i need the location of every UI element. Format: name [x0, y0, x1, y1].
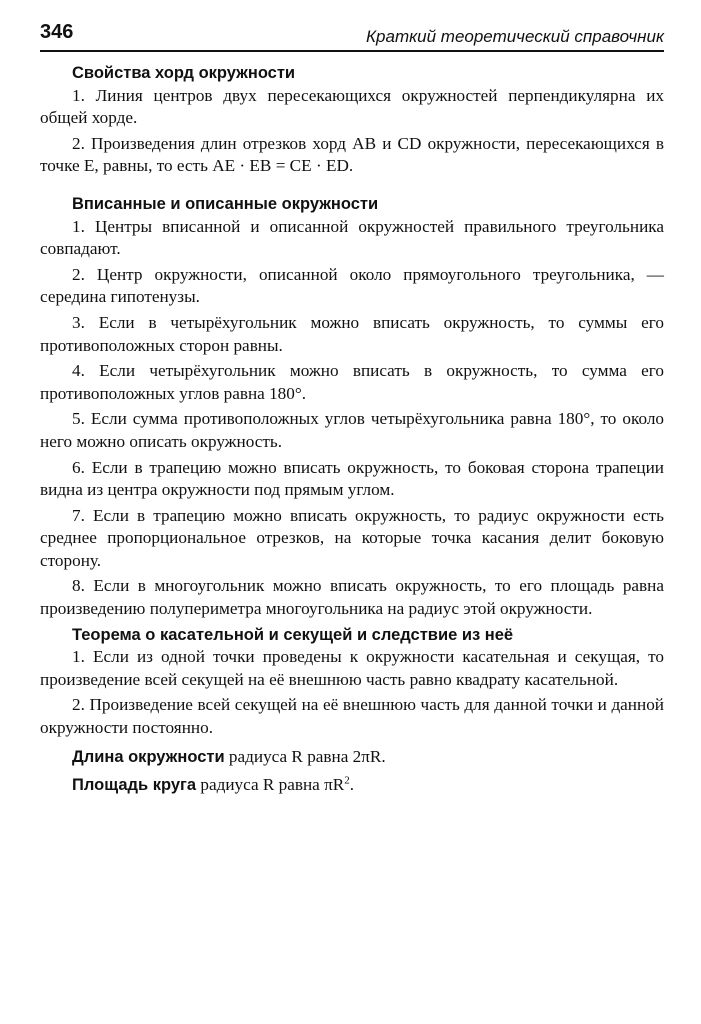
section-title-inscribed: Вписанные и описанные окружности — [72, 194, 379, 213]
paragraph: 5. Если сумма противоположных углов четырёхугольника равна 180°, то около него можно описать окружность. — [40, 409, 664, 451]
paragraph: 2. Произведения длин отрезков хорд AB и CD окружности, пересекающихся в точке E, равны, то есть AE · EB = CE · ED. — [40, 133, 664, 176]
paragraph: 3. Если в четырёхугольник можно вписать окружность, то суммы его противоположных сторон равны. — [40, 312, 664, 355]
definition-end: . — [349, 775, 355, 795]
running-title: Краткий теоретический справочник — [366, 27, 664, 46]
page-number: 346 — [40, 21, 74, 43]
definition-term: Длина окружности — [72, 747, 225, 766]
paragraph: 1. Если из одной точки проведены к окружности касательная и секущая, то произведение всей секущей на её внешнюю часть равно квадрату касательной. — [40, 647, 664, 689]
page-header — [40, 20, 664, 52]
paragraph: 1. Центры вписанной и описанной окружностей правильного треугольника совпадают. — [40, 216, 664, 259]
paragraph: 8. Если в многоугольник можно вписать окружность, то его площадь равна произведению полупериметра многоугольника на радиус этой окружности. — [40, 576, 664, 619]
definition-circle-area — [40, 774, 664, 797]
paragraph: 6. Если в трапецию можно вписать окружность, то боковая сторона трапеции видна из центра окружности под прямым углом. — [40, 457, 664, 500]
definition-text: радиуса R равна πR — [200, 775, 345, 795]
section-title-tangent-secant: Теорема о касательной и секущей и следствие из неё — [72, 625, 514, 644]
definition-circumference — [40, 746, 664, 769]
paragraph: 1. Линия центров двух пересекающихся окружностей перпендикулярна их общей хорде. — [40, 85, 664, 128]
definition-term: Площадь круга — [72, 776, 197, 795]
paragraph: 7. Если в трапецию можно вписать окружность, то радиус окружности есть среднее пропорциональное отрезков, на которые точка касания делит боковую сторону. — [40, 505, 664, 570]
section-gap — [40, 181, 664, 193]
definition-text: радиуса R равна 2πR. — [228, 746, 386, 766]
section-title-chords: Свойства хорд окружности — [72, 64, 296, 82]
paragraph: 2. Произведение всей секущей на её внешнюю часть для данной точки и данной окружности постоянно. — [40, 695, 664, 738]
paragraph: 2. Центр окружности, описанной около прямоугольного треугольника, — середина гипотенузы. — [40, 264, 664, 307]
page-content — [40, 62, 664, 801]
definition-superscript: 2 — [344, 774, 350, 787]
paragraph: 4. Если четырёхугольник можно вписать в окружность, то сумма его противоположных углов равна 180°. — [40, 361, 664, 403]
